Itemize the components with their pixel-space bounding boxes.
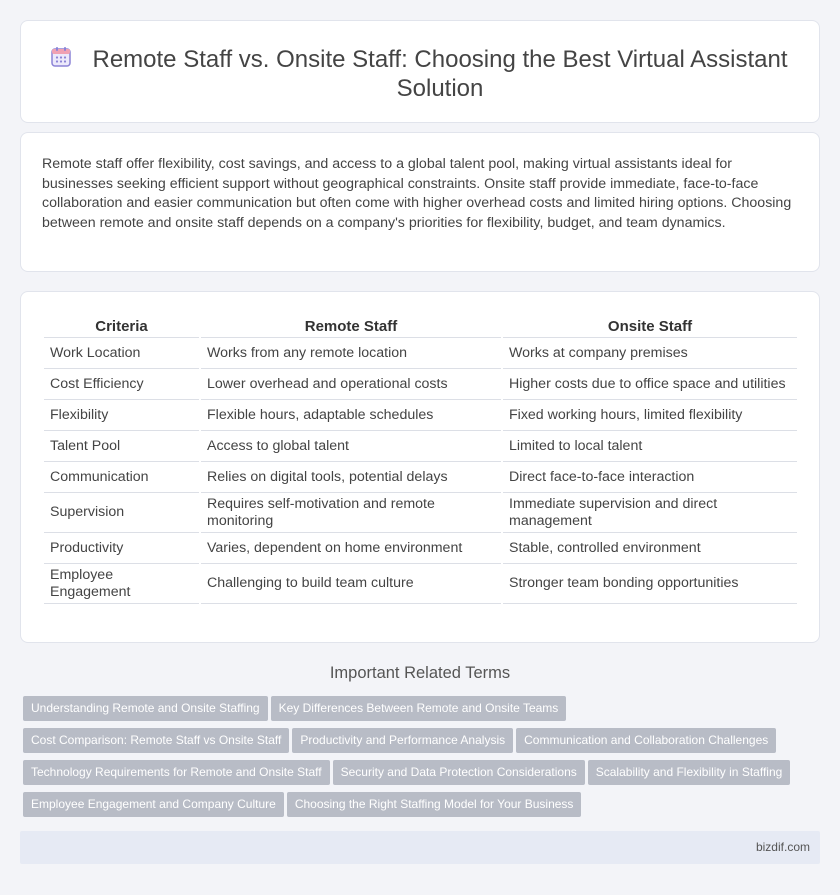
tag-row	[23, 728, 813, 760]
table-cell: Higher costs due to office space and utilities	[503, 369, 797, 400]
related-terms-tags	[23, 696, 813, 824]
tag-row	[23, 696, 813, 728]
footer-site-link[interactable]: bizdif.com	[755, 840, 810, 854]
related-term-tag[interactable]: Security and Data Protection Considerations	[333, 760, 585, 785]
table-cell: Lower overhead and operational costs	[201, 369, 501, 400]
table-cell: Access to global talent	[201, 431, 501, 462]
header-remote-staff: Remote Staff	[201, 316, 501, 338]
table-cell: Immediate supervision and direct management	[503, 493, 797, 533]
table-cell: Works from any remote location	[201, 338, 501, 369]
table-cell: Requires self-motivation and remote monitoring	[201, 493, 501, 533]
related-term-tag[interactable]: Cost Comparison: Remote Staff vs Onsite Staff	[23, 728, 289, 753]
table-cell: Varies, dependent on home environment	[201, 533, 501, 564]
table-cell: Work Location	[44, 338, 199, 369]
table-cell: Flexible hours, adaptable schedules	[201, 400, 501, 431]
related-term-tag[interactable]: Choosing the Right Staffing Model for Your Business	[287, 792, 582, 817]
header-onsite-staff: Onsite Staff	[503, 316, 797, 338]
related-term-tag[interactable]: Key Differences Between Remote and Onsite Teams	[271, 696, 567, 721]
table-row	[44, 338, 797, 369]
comparison-table-card	[20, 291, 820, 643]
related-term-tag[interactable]: Employee Engagement and Company Culture	[23, 792, 284, 817]
table-cell: Stronger team bonding opportunities	[503, 564, 797, 604]
table-cell: Limited to local talent	[503, 431, 797, 462]
table-cell: Productivity	[44, 533, 199, 564]
intro-card	[20, 132, 820, 272]
table-row	[44, 431, 797, 462]
related-term-tag[interactable]: Technology Requirements for Remote and Onsite Staff	[23, 760, 330, 785]
table-row	[44, 462, 797, 493]
table-row	[44, 564, 797, 604]
table-cell: Stable, controlled environment	[503, 533, 797, 564]
related-term-tag[interactable]: Communication and Collaboration Challenges	[516, 728, 776, 753]
table-header-row	[44, 316, 797, 338]
page-title: Remote Staff vs. Onsite Staff: Choosing the Best Virtual Assistant Solution	[92, 46, 788, 102]
table-row	[44, 369, 797, 400]
table-cell: Flexibility	[44, 400, 199, 431]
table-row	[44, 493, 797, 533]
related-terms-title: Important Related Terms	[329, 664, 511, 682]
related-term-tag[interactable]: Scalability and Flexibility in Staffing	[588, 760, 791, 785]
related-term-tag[interactable]: Productivity and Performance Analysis	[292, 728, 513, 753]
header-card	[20, 20, 820, 123]
tag-row	[23, 760, 813, 792]
table-cell: Talent Pool	[44, 431, 199, 462]
related-term-tag[interactable]: Understanding Remote and Onsite Staffing	[23, 696, 268, 721]
table-row	[44, 400, 797, 431]
comparison-table	[42, 316, 799, 604]
footer	[20, 831, 820, 864]
header-criteria: Criteria	[44, 316, 199, 338]
table-cell: Communication	[44, 462, 199, 493]
table-cell: Relies on digital tools, potential delays	[201, 462, 501, 493]
table-cell: Direct face-to-face interaction	[503, 462, 797, 493]
table-cell: Fixed working hours, limited flexibility	[503, 400, 797, 431]
table-row	[44, 533, 797, 564]
table-cell: Employee Engagement	[44, 564, 199, 604]
table-cell: Supervision	[44, 493, 199, 533]
calendar-icon	[50, 46, 72, 68]
intro-paragraph: Remote staff offer flexibility, cost savings, and access to a global talent pool, making virtual assistants ideal for businesses seeking efficient support without geographical constraints. Onsite staff provide immediate, face-to-face collaboration and easier communication but often come with higher overhead costs and limited hiring options. Choosing between remote and onsite staff depends on a company's priorities for flexibility, budget, and team dynamics.	[42, 156, 792, 231]
table-cell: Cost Efficiency	[44, 369, 199, 400]
table-cell: Works at company premises	[503, 338, 797, 369]
table-cell: Challenging to build team culture	[201, 564, 501, 604]
tag-row	[23, 792, 813, 824]
